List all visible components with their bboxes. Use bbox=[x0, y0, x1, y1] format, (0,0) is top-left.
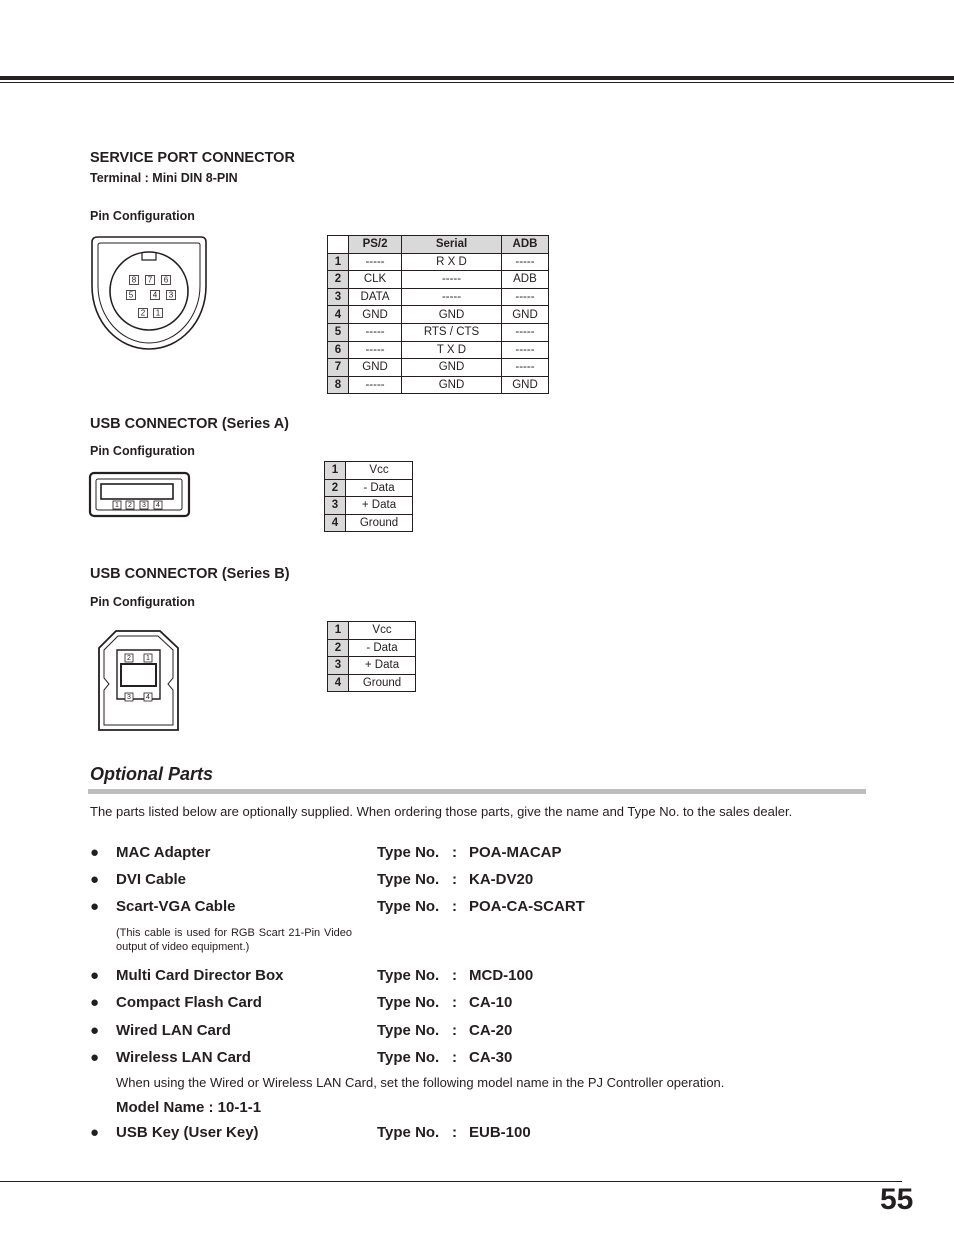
type-colon: : bbox=[452, 1049, 457, 1066]
part-name: Compact Flash Card bbox=[116, 994, 262, 1011]
table-row bbox=[328, 639, 416, 657]
part-name: Scart-VGA Cable bbox=[116, 898, 236, 915]
part-type-number: KA-DV20 bbox=[469, 871, 534, 888]
table-header-serial: Serial bbox=[402, 236, 502, 254]
pin-signal: Ground bbox=[349, 674, 416, 692]
usb-a-pin-table bbox=[324, 461, 413, 532]
pin-signal: GND bbox=[501, 306, 548, 324]
pin-label: 2 bbox=[127, 655, 131, 662]
part-name: Multi Card Director Box bbox=[116, 967, 284, 984]
pin-label: 1 bbox=[146, 655, 150, 662]
type-label: Type No. bbox=[377, 844, 440, 861]
bullet-icon: ● bbox=[90, 1022, 100, 1039]
pin-number: 4 bbox=[325, 514, 346, 532]
pin-label: 6 bbox=[163, 275, 169, 285]
type-colon: : bbox=[452, 844, 457, 861]
pin-label: 1 bbox=[155, 308, 161, 318]
pin-number: 6 bbox=[328, 341, 349, 359]
lan-card-note: When using the Wired or Wireless LAN Card, set the following model name in the PJ Controller operation. bbox=[116, 1075, 725, 1090]
pin-signal: R X D bbox=[402, 253, 502, 271]
bullet-icon: ● bbox=[90, 1049, 100, 1066]
bullet-icon: ● bbox=[90, 898, 100, 915]
pin-signal: GND bbox=[402, 376, 502, 394]
part-type-number: POA-MACAP bbox=[469, 844, 562, 861]
pin-label: 3 bbox=[127, 694, 131, 701]
pin-number: 2 bbox=[328, 271, 349, 289]
pin-label: 1 bbox=[115, 502, 119, 509]
pin-number: 1 bbox=[328, 622, 349, 640]
pin-number: 3 bbox=[328, 288, 349, 306]
type-label: Type No. bbox=[377, 994, 440, 1011]
optional-parts-intro: The parts listed below are optionally supplied. When ordering those parts, give the name and Type No. to the sales dealer. bbox=[90, 804, 793, 819]
service-port-pin-config-label: Pin Configuration bbox=[90, 209, 195, 223]
pin-signal: ----- bbox=[501, 253, 548, 271]
part-type-number: EUB-100 bbox=[469, 1124, 531, 1141]
top-rule-thin bbox=[0, 82, 954, 83]
part-type-number: CA-30 bbox=[469, 1049, 513, 1066]
pin-label: 2 bbox=[128, 502, 132, 509]
type-label: Type No. bbox=[377, 871, 440, 888]
pin-signal: GND bbox=[402, 306, 502, 324]
table-row bbox=[328, 622, 416, 640]
pin-label: 8 bbox=[131, 275, 137, 285]
pin-signal: ----- bbox=[349, 253, 402, 271]
table-row bbox=[325, 462, 413, 480]
pin-signal: GND bbox=[402, 359, 502, 377]
usb-a-connector-diagram bbox=[88, 470, 192, 520]
pin-label: 7 bbox=[147, 275, 153, 285]
part-type-number: MCD-100 bbox=[469, 967, 534, 984]
type-label: Type No. bbox=[377, 967, 440, 984]
optional-parts-bar bbox=[88, 789, 866, 794]
pin-number: 4 bbox=[328, 674, 349, 692]
pin-signal: Ground bbox=[346, 514, 413, 532]
mini-din-pin-labels bbox=[127, 276, 176, 318]
top-rule-thick bbox=[0, 76, 954, 80]
table-row bbox=[325, 497, 413, 515]
bottom-rule bbox=[0, 1181, 902, 1182]
pin-label: 2 bbox=[140, 308, 146, 318]
pin-signal: GND bbox=[501, 376, 548, 394]
type-colon: : bbox=[452, 1124, 457, 1141]
pin-signal: ----- bbox=[501, 359, 548, 377]
pin-signal: RTS / CTS bbox=[402, 323, 502, 341]
pin-signal: ----- bbox=[402, 271, 502, 289]
type-colon: : bbox=[452, 871, 457, 888]
table-header-blank bbox=[328, 236, 349, 254]
table-row bbox=[325, 514, 413, 532]
table-row bbox=[328, 306, 549, 324]
type-colon: : bbox=[452, 1022, 457, 1039]
pin-signal: ADB bbox=[501, 271, 548, 289]
optional-parts-title: Optional Parts bbox=[90, 764, 214, 784]
pin-signal: GND bbox=[349, 359, 402, 377]
pin-number: 2 bbox=[325, 479, 346, 497]
scart-cable-note: (This cable is used for RGB Scart 21-Pin Video output of video equipment.) bbox=[116, 927, 352, 953]
usb-a-title: USB CONNECTOR (Series A) bbox=[90, 416, 290, 432]
pin-signal: + Data bbox=[349, 657, 416, 675]
table-row bbox=[328, 674, 416, 692]
pin-signal: ----- bbox=[402, 288, 502, 306]
table-row bbox=[328, 253, 549, 271]
table-header-adb: ADB bbox=[501, 236, 548, 254]
pin-signal: ----- bbox=[501, 288, 548, 306]
table-header-row bbox=[328, 236, 549, 254]
pin-number: 3 bbox=[328, 657, 349, 675]
table-row bbox=[328, 657, 416, 675]
pin-label: 4 bbox=[152, 290, 158, 300]
table-row bbox=[328, 376, 549, 394]
type-label: Type No. bbox=[377, 1049, 440, 1066]
pin-signal: ----- bbox=[349, 341, 402, 359]
pin-signal: - Data bbox=[349, 639, 416, 657]
type-colon: : bbox=[452, 967, 457, 984]
bullet-icon: ● bbox=[90, 844, 100, 861]
pin-number: 3 bbox=[325, 497, 346, 515]
part-name: USB Key (User Key) bbox=[116, 1124, 259, 1141]
mini-din-connector-diagram bbox=[88, 234, 212, 354]
service-port-pin-table bbox=[327, 235, 549, 394]
pin-number: 5 bbox=[328, 323, 349, 341]
usb-b-pin-config-label: Pin Configuration bbox=[90, 595, 195, 609]
pin-signal: GND bbox=[349, 306, 402, 324]
pin-number: 1 bbox=[328, 253, 349, 271]
pin-number: 4 bbox=[328, 306, 349, 324]
bullet-icon: ● bbox=[90, 871, 100, 888]
service-port-terminal: Terminal : Mini DIN 8-PIN bbox=[90, 171, 238, 185]
type-label: Type No. bbox=[377, 1124, 440, 1141]
part-type-number: CA-10 bbox=[469, 994, 513, 1011]
pin-signal: T X D bbox=[402, 341, 502, 359]
bullet-icon: ● bbox=[90, 1124, 100, 1141]
pin-label: 5 bbox=[128, 290, 134, 300]
pin-signal: + Data bbox=[346, 497, 413, 515]
part-name: MAC Adapter bbox=[116, 844, 211, 861]
pin-number: 1 bbox=[325, 462, 346, 480]
table-row bbox=[328, 359, 549, 377]
pin-number: 7 bbox=[328, 359, 349, 377]
table-row bbox=[325, 479, 413, 497]
type-colon: : bbox=[452, 994, 457, 1011]
table-row bbox=[328, 341, 549, 359]
pin-signal: - Data bbox=[346, 479, 413, 497]
type-colon: : bbox=[452, 898, 457, 915]
pin-signal: Vcc bbox=[349, 622, 416, 640]
model-name: Model Name : 10-1-1 bbox=[116, 1099, 262, 1116]
pin-signal: ----- bbox=[349, 323, 402, 341]
type-label: Type No. bbox=[377, 1022, 440, 1039]
pin-number: 2 bbox=[328, 639, 349, 657]
pin-signal: DATA bbox=[349, 288, 402, 306]
pin-number: 8 bbox=[328, 376, 349, 394]
pin-signal: ----- bbox=[349, 376, 402, 394]
bullet-icon: ● bbox=[90, 967, 100, 984]
pin-signal: Vcc bbox=[346, 462, 413, 480]
usb-a-pin-config-label: Pin Configuration bbox=[90, 444, 195, 458]
part-type-number: POA-CA-SCART bbox=[469, 898, 585, 915]
part-type-number: CA-20 bbox=[469, 1022, 513, 1039]
type-label: Type No. bbox=[377, 898, 440, 915]
pin-signal: CLK bbox=[349, 271, 402, 289]
table-header-ps2: PS/2 bbox=[349, 236, 402, 254]
usb-b-pin-labels bbox=[125, 654, 152, 701]
part-name: DVI Cable bbox=[116, 871, 187, 888]
page-number: 55 bbox=[880, 1183, 914, 1216]
pin-label: 3 bbox=[142, 502, 146, 509]
pin-label: 4 bbox=[146, 694, 150, 701]
usb-b-title: USB CONNECTOR (Series B) bbox=[90, 566, 290, 582]
table-row bbox=[328, 323, 549, 341]
usb-a-pin-labels bbox=[113, 501, 162, 509]
part-name: Wireless LAN Card bbox=[116, 1049, 251, 1066]
service-port-title: SERVICE PORT CONNECTOR bbox=[90, 150, 295, 166]
table-row bbox=[328, 271, 549, 289]
pin-signal: ----- bbox=[501, 323, 548, 341]
bullet-icon: ● bbox=[90, 994, 100, 1011]
pin-label: 3 bbox=[168, 290, 174, 300]
usb-b-pin-table bbox=[327, 621, 416, 692]
pin-signal: ----- bbox=[501, 341, 548, 359]
usb-b-connector-diagram bbox=[96, 628, 182, 734]
part-name: Wired LAN Card bbox=[116, 1022, 231, 1039]
pin-label: 4 bbox=[156, 502, 160, 509]
table-row bbox=[328, 288, 549, 306]
